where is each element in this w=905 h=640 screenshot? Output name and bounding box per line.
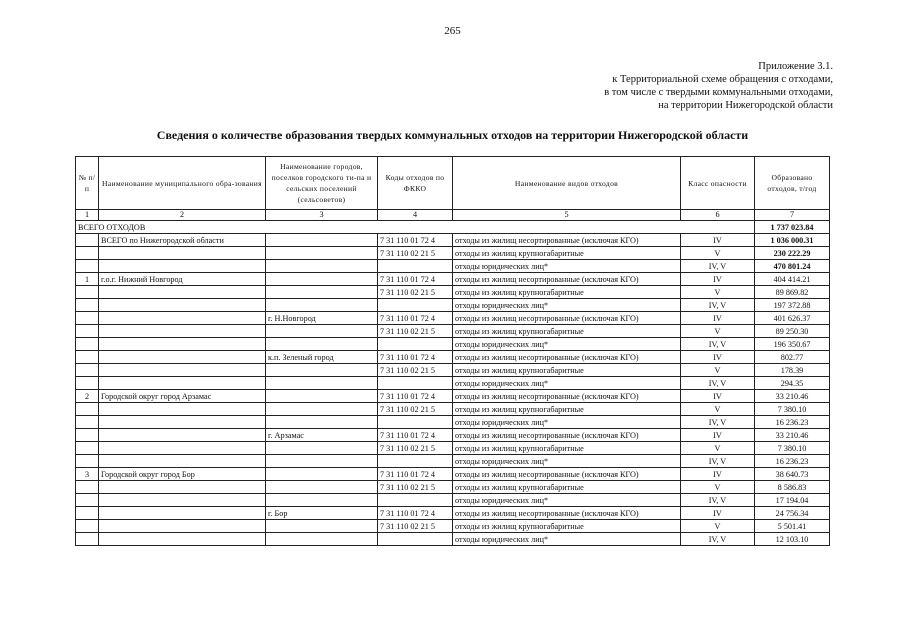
cell-fkko-code: 7 31 110 02 21 5 [378, 364, 453, 377]
appendix-note [604, 60, 833, 112]
cell-fkko-code [378, 533, 453, 546]
cell-amount: 17 194.04 [755, 494, 830, 507]
cell-settlement [266, 403, 378, 416]
cell-hazard-class: V [681, 364, 755, 377]
cell-hazard-class: IV [681, 507, 755, 520]
cell-hazard-class: IV [681, 390, 755, 403]
cell-waste-name: отходы юридических лиц* [453, 455, 681, 468]
cell-amount: 196 350.67 [755, 338, 830, 351]
cell-municipality: Городской округ город Арзамас [99, 390, 266, 403]
cell-municipality [99, 299, 266, 312]
cell-waste-name: отходы из жилищ несортированные (исключая КГО) [453, 273, 681, 286]
cell-hazard-class: IV, V [681, 260, 755, 273]
cell-num [76, 533, 99, 546]
cell-settlement: к.п. Зеленый город [266, 351, 378, 364]
cell-fkko-code: 7 31 110 02 21 5 [378, 325, 453, 338]
cell-amount: 89 869.82 [755, 286, 830, 299]
cell-num [76, 403, 99, 416]
table-row [76, 520, 830, 533]
waste-table [75, 156, 830, 546]
cell-hazard-class: IV, V [681, 455, 755, 468]
cell-amount: 178.39 [755, 364, 830, 377]
cell-fkko-code: 7 31 110 02 21 5 [378, 520, 453, 533]
cell-hazard-class: V [681, 520, 755, 533]
cell-waste-name: отходы юридических лиц* [453, 260, 681, 273]
cell-settlement [266, 286, 378, 299]
table-row [76, 481, 830, 494]
table-row [76, 442, 830, 455]
cell-num [76, 338, 99, 351]
cell-municipality [99, 286, 266, 299]
cell-amount: 1 036 000.31 [755, 234, 830, 247]
table-row [76, 325, 830, 338]
cell-num [76, 507, 99, 520]
cell-amount: 802.77 [755, 351, 830, 364]
cell-num [76, 377, 99, 390]
cell-waste-name: отходы юридических лиц* [453, 338, 681, 351]
cell-waste-name: отходы юридических лиц* [453, 533, 681, 546]
page-number: 265 [444, 25, 461, 37]
cell-settlement [266, 416, 378, 429]
cell-municipality [99, 429, 266, 442]
table-row [76, 312, 830, 325]
cell-waste-name: отходы из жилищ несортированные (исключая КГО) [453, 507, 681, 520]
cell-municipality [99, 325, 266, 338]
cell-amount: 33 210.46 [755, 390, 830, 403]
column-numbers-row [76, 210, 830, 221]
appendix-line-2: к Территориальной схеме обращения с отходами, [612, 74, 833, 85]
cell-fkko-code: 7 31 110 01 72 4 [378, 429, 453, 442]
cell-fkko-code [378, 416, 453, 429]
cell-amount: 404 414.21 [755, 273, 830, 286]
cell-amount: 470 801.24 [755, 260, 830, 273]
header-waste-name: Наименование видов отходов [453, 157, 681, 210]
cell-fkko-code: 7 31 110 01 72 4 [378, 234, 453, 247]
total-value: 1 737 023.84 [755, 221, 830, 234]
column-number: 2 [99, 210, 266, 221]
cell-fkko-code: 7 31 110 01 72 4 [378, 351, 453, 364]
cell-fkko-code [378, 299, 453, 312]
cell-municipality [99, 442, 266, 455]
table-row [76, 364, 830, 377]
cell-fkko-code [378, 338, 453, 351]
cell-amount: 8 586.83 [755, 481, 830, 494]
cell-amount: 33 210.46 [755, 429, 830, 442]
cell-municipality [99, 312, 266, 325]
total-row [76, 221, 830, 234]
cell-settlement [266, 481, 378, 494]
cell-settlement [266, 468, 378, 481]
header-num: № п/п [76, 157, 99, 210]
cell-fkko-code: 7 31 110 02 21 5 [378, 442, 453, 455]
cell-num [76, 520, 99, 533]
cell-hazard-class: IV [681, 273, 755, 286]
table-row [76, 455, 830, 468]
cell-settlement: г. Бор [266, 507, 378, 520]
cell-hazard-class: IV [681, 429, 755, 442]
cell-municipality [99, 351, 266, 364]
table-row [76, 429, 830, 442]
cell-fkko-code [378, 377, 453, 390]
cell-amount: 230 222.29 [755, 247, 830, 260]
cell-amount: 12 103.10 [755, 533, 830, 546]
cell-hazard-class: IV, V [681, 299, 755, 312]
cell-num: 2 [76, 390, 99, 403]
cell-amount: 197 372.88 [755, 299, 830, 312]
header-amount: Образовано отходов, т/год [755, 157, 830, 210]
cell-settlement [266, 260, 378, 273]
cell-settlement [266, 455, 378, 468]
table-row [76, 273, 830, 286]
appendix-line-1: Приложение 3.1. [758, 61, 833, 72]
cell-fkko-code: 7 31 110 01 72 4 [378, 507, 453, 520]
cell-fkko-code: 7 31 110 01 72 4 [378, 273, 453, 286]
cell-amount: 89 250.30 [755, 325, 830, 338]
table-row [76, 468, 830, 481]
cell-settlement [266, 533, 378, 546]
cell-amount: 294.35 [755, 377, 830, 390]
cell-municipality [99, 494, 266, 507]
cell-hazard-class: IV [681, 468, 755, 481]
cell-settlement [266, 390, 378, 403]
cell-municipality [99, 377, 266, 390]
cell-municipality [99, 247, 266, 260]
cell-waste-name: отходы из жилищ крупногабаритные [453, 364, 681, 377]
cell-hazard-class: V [681, 403, 755, 416]
cell-amount: 401 626.37 [755, 312, 830, 325]
cell-hazard-class: V [681, 325, 755, 338]
cell-waste-name: отходы из жилищ крупногабаритные [453, 520, 681, 533]
cell-waste-name: отходы из жилищ крупногабаритные [453, 481, 681, 494]
cell-num [76, 260, 99, 273]
table-row [76, 247, 830, 260]
cell-fkko-code: 7 31 110 02 21 5 [378, 286, 453, 299]
cell-waste-name: отходы из жилищ крупногабаритные [453, 403, 681, 416]
header-settlement: Наименование городов, поселков городского ти-па и сельских поселений (сельсоветов) [266, 157, 378, 210]
cell-municipality [99, 533, 266, 546]
cell-hazard-class: V [681, 286, 755, 299]
cell-num [76, 299, 99, 312]
cell-hazard-class: IV, V [681, 494, 755, 507]
cell-waste-name: отходы из жилищ несортированные (исключая КГО) [453, 234, 681, 247]
cell-settlement [266, 442, 378, 455]
cell-municipality [99, 507, 266, 520]
cell-num [76, 351, 99, 364]
cell-hazard-class: IV [681, 351, 755, 364]
cell-amount: 16 236.23 [755, 416, 830, 429]
cell-fkko-code [378, 260, 453, 273]
cell-num: 1 [76, 273, 99, 286]
cell-num [76, 234, 99, 247]
cell-amount: 24 756.34 [755, 507, 830, 520]
column-number: 7 [755, 210, 830, 221]
cell-num [76, 481, 99, 494]
cell-settlement [266, 338, 378, 351]
cell-amount: 5 501.41 [755, 520, 830, 533]
cell-fkko-code: 7 31 110 02 21 5 [378, 247, 453, 260]
table-row [76, 286, 830, 299]
cell-settlement [266, 377, 378, 390]
cell-waste-name: отходы из жилищ несортированные (исключая КГО) [453, 312, 681, 325]
cell-fkko-code [378, 455, 453, 468]
cell-municipality: ВСЕГО по Нижегородской области [99, 234, 266, 247]
cell-num [76, 442, 99, 455]
cell-num [76, 455, 99, 468]
cell-num [76, 312, 99, 325]
appendix-line-3: в том числе с твердыми коммунальными отходами, [604, 87, 833, 98]
cell-hazard-class: V [681, 481, 755, 494]
cell-municipality: Городской округ город Бор [99, 468, 266, 481]
cell-municipality [99, 338, 266, 351]
cell-hazard-class: V [681, 442, 755, 455]
table-row [76, 377, 830, 390]
cell-waste-name: отходы из жилищ крупногабаритные [453, 325, 681, 338]
cell-waste-name: отходы из жилищ крупногабаритные [453, 247, 681, 260]
cell-hazard-class: IV [681, 312, 755, 325]
cell-municipality [99, 403, 266, 416]
cell-hazard-class: IV, V [681, 338, 755, 351]
cell-waste-name: отходы юридических лиц* [453, 494, 681, 507]
cell-waste-name: отходы юридических лиц* [453, 377, 681, 390]
cell-hazard-class: IV, V [681, 416, 755, 429]
cell-fkko-code: 7 31 110 02 21 5 [378, 481, 453, 494]
cell-municipality [99, 260, 266, 273]
cell-waste-name: отходы из жилищ несортированные (исключая КГО) [453, 390, 681, 403]
cell-settlement [266, 494, 378, 507]
table-row [76, 260, 830, 273]
cell-waste-name: отходы из жилищ несортированные (исключая КГО) [453, 468, 681, 481]
cell-num [76, 325, 99, 338]
cell-num [76, 364, 99, 377]
cell-municipality [99, 520, 266, 533]
cell-municipality [99, 455, 266, 468]
cell-settlement [266, 364, 378, 377]
cell-fkko-code [378, 494, 453, 507]
document-title: Сведения о количестве образования твердых коммунальных отходов на территории Нижегородской области [156, 128, 749, 142]
cell-fkko-code: 7 31 110 02 21 5 [378, 403, 453, 416]
table-row [76, 403, 830, 416]
cell-municipality [99, 364, 266, 377]
table-row [76, 234, 830, 247]
cell-amount: 38 640.73 [755, 468, 830, 481]
cell-hazard-class: IV, V [681, 377, 755, 390]
cell-amount: 16 236.23 [755, 455, 830, 468]
cell-settlement [266, 325, 378, 338]
cell-waste-name: отходы юридических лиц* [453, 416, 681, 429]
cell-hazard-class: IV [681, 234, 755, 247]
cell-settlement [266, 520, 378, 533]
cell-settlement: г. Н.Новгород [266, 312, 378, 325]
column-number: 3 [266, 210, 378, 221]
cell-municipality [99, 416, 266, 429]
table-row [76, 390, 830, 403]
table-row [76, 338, 830, 351]
cell-waste-name: отходы юридических лиц* [453, 299, 681, 312]
column-number: 5 [453, 210, 681, 221]
cell-settlement [266, 273, 378, 286]
total-label: ВСЕГО ОТХОДОВ [76, 221, 755, 234]
cell-num [76, 494, 99, 507]
column-number: 4 [378, 210, 453, 221]
cell-waste-name: отходы из жилищ несортированные (исключая КГО) [453, 351, 681, 364]
table-row [76, 533, 830, 546]
cell-settlement [266, 234, 378, 247]
table-row [76, 416, 830, 429]
cell-hazard-class: V [681, 247, 755, 260]
table-body [76, 221, 830, 546]
cell-settlement [266, 247, 378, 260]
table-row [76, 351, 830, 364]
cell-amount: 7 380.10 [755, 403, 830, 416]
cell-municipality [99, 481, 266, 494]
cell-num [76, 247, 99, 260]
cell-fkko-code: 7 31 110 01 72 4 [378, 312, 453, 325]
cell-settlement [266, 299, 378, 312]
header-hazard-class: Класс опасности [681, 157, 755, 210]
column-number: 6 [681, 210, 755, 221]
cell-num [76, 416, 99, 429]
cell-waste-name: отходы из жилищ крупногабаритные [453, 286, 681, 299]
appendix-line-4: на территории Нижегородской области [658, 100, 833, 111]
header-fkko: Коды отходов по ФККО [378, 157, 453, 210]
table-row [76, 507, 830, 520]
cell-hazard-class: IV, V [681, 533, 755, 546]
cell-municipality: г.о.г. Нижний Новгород [99, 273, 266, 286]
table-header-row [76, 157, 830, 210]
column-number: 1 [76, 210, 99, 221]
cell-settlement: г. Арзамас [266, 429, 378, 442]
cell-num [76, 286, 99, 299]
cell-amount: 7 380.10 [755, 442, 830, 455]
cell-waste-name: отходы из жилищ крупногабаритные [453, 442, 681, 455]
cell-waste-name: отходы из жилищ несортированные (исключая КГО) [453, 429, 681, 442]
header-municipality: Наименование муниципального обра-зования [99, 157, 266, 210]
cell-fkko-code: 7 31 110 01 72 4 [378, 468, 453, 481]
cell-fkko-code: 7 31 110 01 72 4 [378, 390, 453, 403]
table-row [76, 299, 830, 312]
cell-num [76, 429, 99, 442]
cell-num: 3 [76, 468, 99, 481]
table-row [76, 494, 830, 507]
